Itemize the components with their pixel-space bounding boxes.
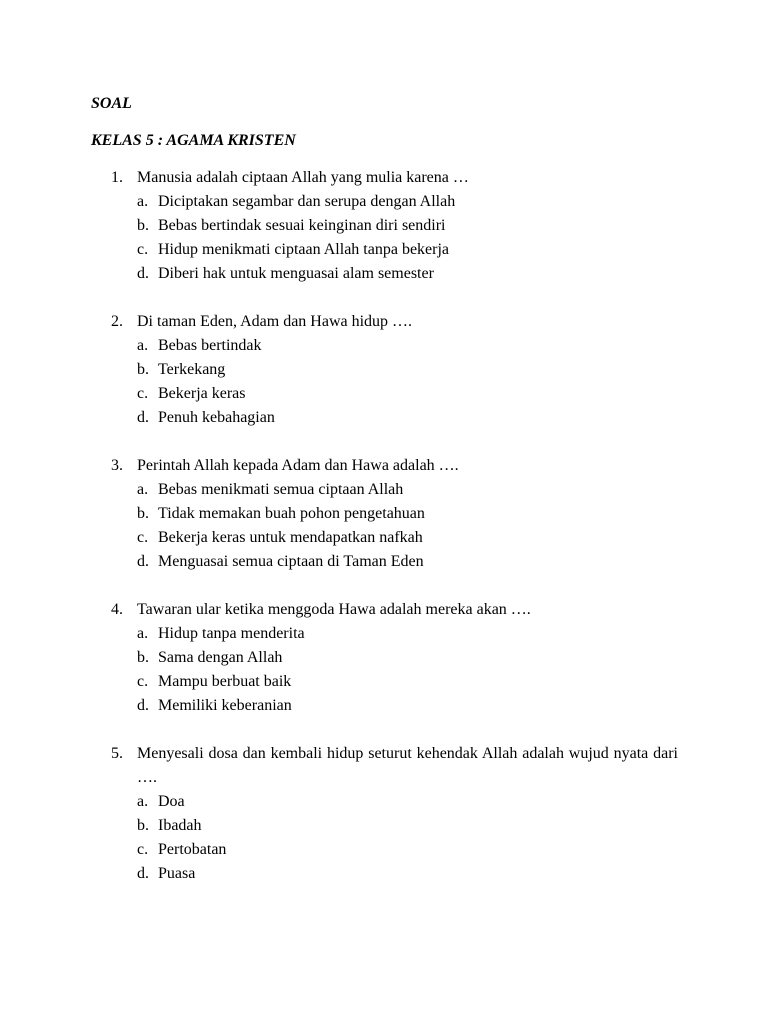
option-letter: a.: [137, 337, 149, 354]
option-letter: d.: [137, 409, 149, 426]
question-number: 5.: [111, 745, 123, 762]
option-text: Puasa: [158, 865, 196, 882]
option-letter: d.: [137, 265, 149, 282]
option-d: [137, 694, 678, 718]
option-text: Bebas menikmati semua ciptaan Allah: [158, 481, 404, 498]
question-text: Tawaran ular ketika menggoda Hawa adalah mereka akan ….: [137, 601, 531, 618]
question-list: [111, 166, 678, 910]
option-c: [137, 526, 678, 550]
option-text: Bekerja keras untuk mendapatkan nafkah: [158, 529, 423, 546]
option-a: [137, 478, 678, 502]
option-b: [137, 646, 678, 670]
option-letter: a.: [137, 193, 149, 210]
option-text: Menguasai semua ciptaan di Taman Eden: [158, 553, 424, 570]
question-5: [111, 742, 678, 886]
option-letter: b.: [137, 817, 149, 834]
option-text: Diberi hak untuk menguasai alam semester: [158, 265, 434, 282]
option-d: [137, 862, 678, 886]
option-letter: c.: [137, 385, 149, 402]
option-a: [137, 790, 678, 814]
option-b: [137, 502, 678, 526]
option-text: Ibadah: [158, 817, 202, 834]
option-letter: c.: [137, 841, 149, 858]
option-letter: a.: [137, 625, 149, 642]
option-text: Memiliki keberanian: [158, 697, 292, 714]
option-text: Doa: [158, 793, 185, 810]
option-letter: b.: [137, 217, 149, 234]
option-a: [137, 334, 678, 358]
option-text: Tidak memakan buah pohon pengetahuan: [158, 505, 425, 522]
option-list: [111, 334, 678, 430]
option-text: Bekerja keras: [158, 385, 246, 402]
question-text: Manusia adalah ciptaan Allah yang mulia karena …: [137, 169, 469, 186]
question-1: [111, 166, 678, 286]
option-letter: a.: [137, 481, 149, 498]
option-text: Penuh kebahagian: [158, 409, 275, 426]
option-list: [111, 190, 678, 286]
option-list: [111, 790, 678, 886]
option-text: Sama dengan Allah: [158, 649, 283, 666]
option-letter: c.: [137, 673, 149, 690]
option-letter: c.: [137, 529, 149, 546]
option-c: [137, 670, 678, 694]
option-b: [137, 358, 678, 382]
option-d: [137, 550, 678, 574]
question-2: [111, 310, 678, 430]
option-letter: d.: [137, 865, 149, 882]
option-text: Mampu berbuat baik: [158, 673, 292, 690]
option-letter: a.: [137, 793, 149, 810]
question-4: [111, 598, 678, 718]
document-title: SOAL: [91, 95, 132, 112]
option-text: Diciptakan segambar dan serupa dengan Allah: [158, 193, 456, 210]
option-c: [137, 838, 678, 862]
option-text: Hidup menikmati ciptaan Allah tanpa bekerja: [158, 241, 450, 258]
question-text: Menyesali dosa dan kembali hidup seturut kehendak Allah adalah wujud nyata dari ….: [137, 745, 678, 786]
question-number: 3.: [111, 457, 123, 474]
option-a: [137, 190, 678, 214]
option-text: Terkekang: [158, 361, 226, 378]
question-number: 1.: [111, 169, 123, 186]
option-text: Bebas bertindak sesuai keinginan diri sendiri: [158, 217, 446, 234]
question-number: 4.: [111, 601, 123, 618]
option-d: [137, 262, 678, 286]
option-list: [111, 622, 678, 718]
question-number: 2.: [111, 313, 123, 330]
option-text: Pertobatan: [158, 841, 227, 858]
question-text: Di taman Eden, Adam dan Hawa hidup ….: [137, 313, 413, 330]
option-letter: d.: [137, 553, 149, 570]
option-b: [137, 214, 678, 238]
option-letter: c.: [137, 241, 149, 258]
option-text: Bebas bertindak: [158, 337, 262, 354]
option-text: Hidup tanpa menderita: [158, 625, 305, 642]
option-a: [137, 622, 678, 646]
option-letter: d.: [137, 697, 149, 714]
option-c: [137, 238, 678, 262]
question-text: Perintah Allah kepada Adam dan Hawa adalah ….: [137, 457, 459, 474]
option-d: [137, 406, 678, 430]
option-c: [137, 382, 678, 406]
question-3: [111, 454, 678, 574]
option-b: [137, 814, 678, 838]
option-list: [111, 478, 678, 574]
option-letter: b.: [137, 505, 149, 522]
option-letter: b.: [137, 649, 149, 666]
option-letter: b.: [137, 361, 149, 378]
document-subtitle: KELAS 5 : AGAMA KRISTEN: [91, 132, 296, 149]
